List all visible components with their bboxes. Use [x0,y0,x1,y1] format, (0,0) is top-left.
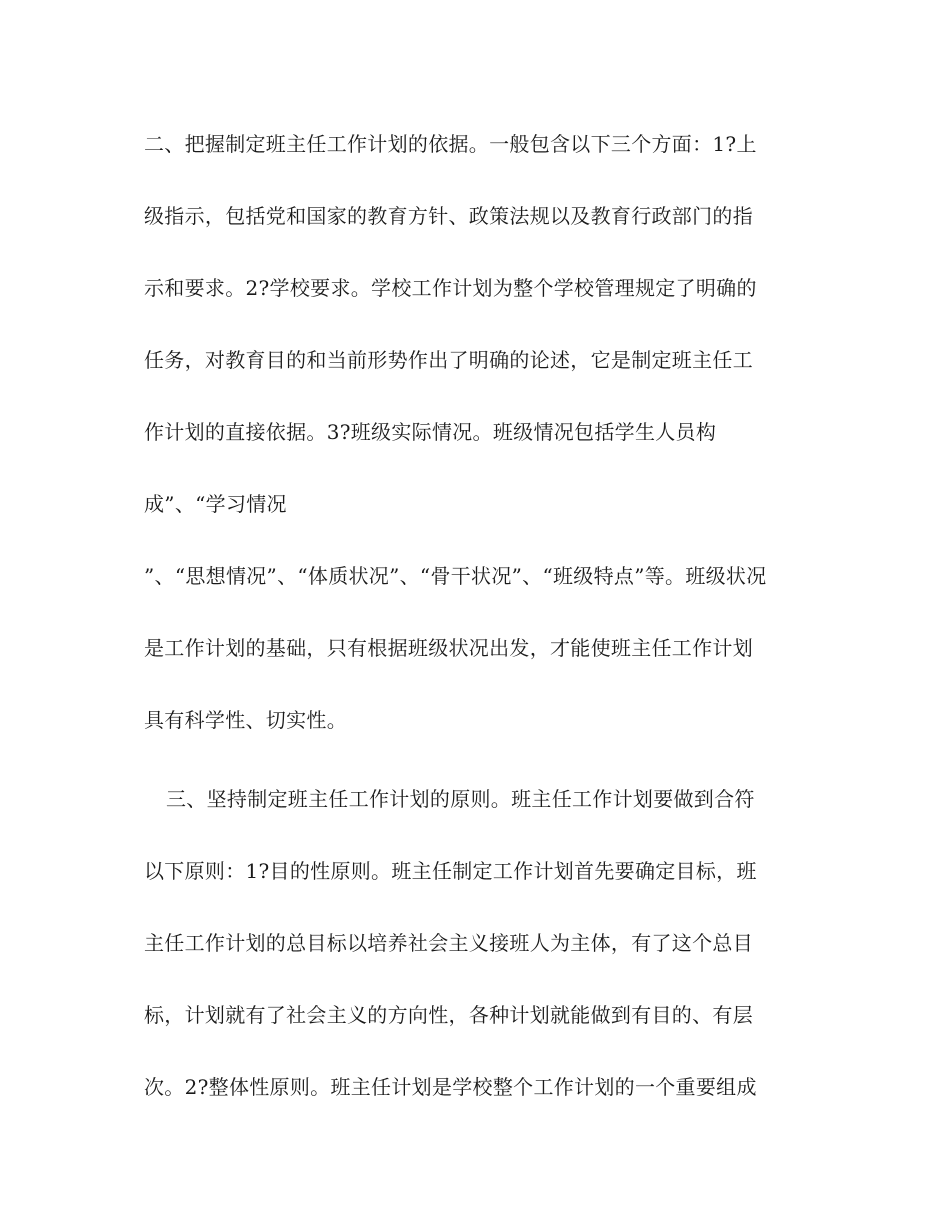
paragraph-line: 主任工作计划的总目标以培养社会主义接班人为主体，有了这个总目 [144,931,753,955]
paragraph-line: 示和要求。2?学校要求。学校工作计划为整个学校管理规定了明确的 [144,276,757,300]
paragraph-line: 具有科学性、切实性。 [144,708,347,732]
paragraph-line: 次。2?整体性原则。班主任计划是学校整个工作计划的一个重要组成 [144,1075,757,1099]
paragraph-line: 作计划的直接依据。3?班级实际情况。班级情况包括学生人员构 [144,420,717,444]
paragraph-line: ”、“思想情况”、“体质状况”、“骨干状况”、“班级特点”等。班级状况 [144,564,767,588]
paragraph-line: 以下原则：1?目的性原则。班主任制定工作计划首先要确定目标，班 [144,859,757,883]
paragraph-line: 二、把握制定班主任工作计划的依据。一般包含以下三个方面：1?上 [144,132,757,156]
paragraph-line: 任务，对教育目的和当前形势作出了明确的论述，它是制定班主任工 [144,348,753,372]
paragraph-line: 标，计划就有了社会主义的方向性，各种计划就能做到有目的、有层 [144,1003,753,1027]
paragraph-line: 成”、“学习情况 [144,492,287,516]
paragraph-line: 三、坚持制定班主任工作计划的原则。班主任工作计划要做到合符 [166,787,755,811]
paragraph-line: 是工作计划的基础，只有根据班级状况出发，才能使班主任工作计划 [144,636,753,660]
paragraph-line: 级指示，包括党和国家的教育方针、政策法规以及教育行政部门的指 [144,204,753,228]
